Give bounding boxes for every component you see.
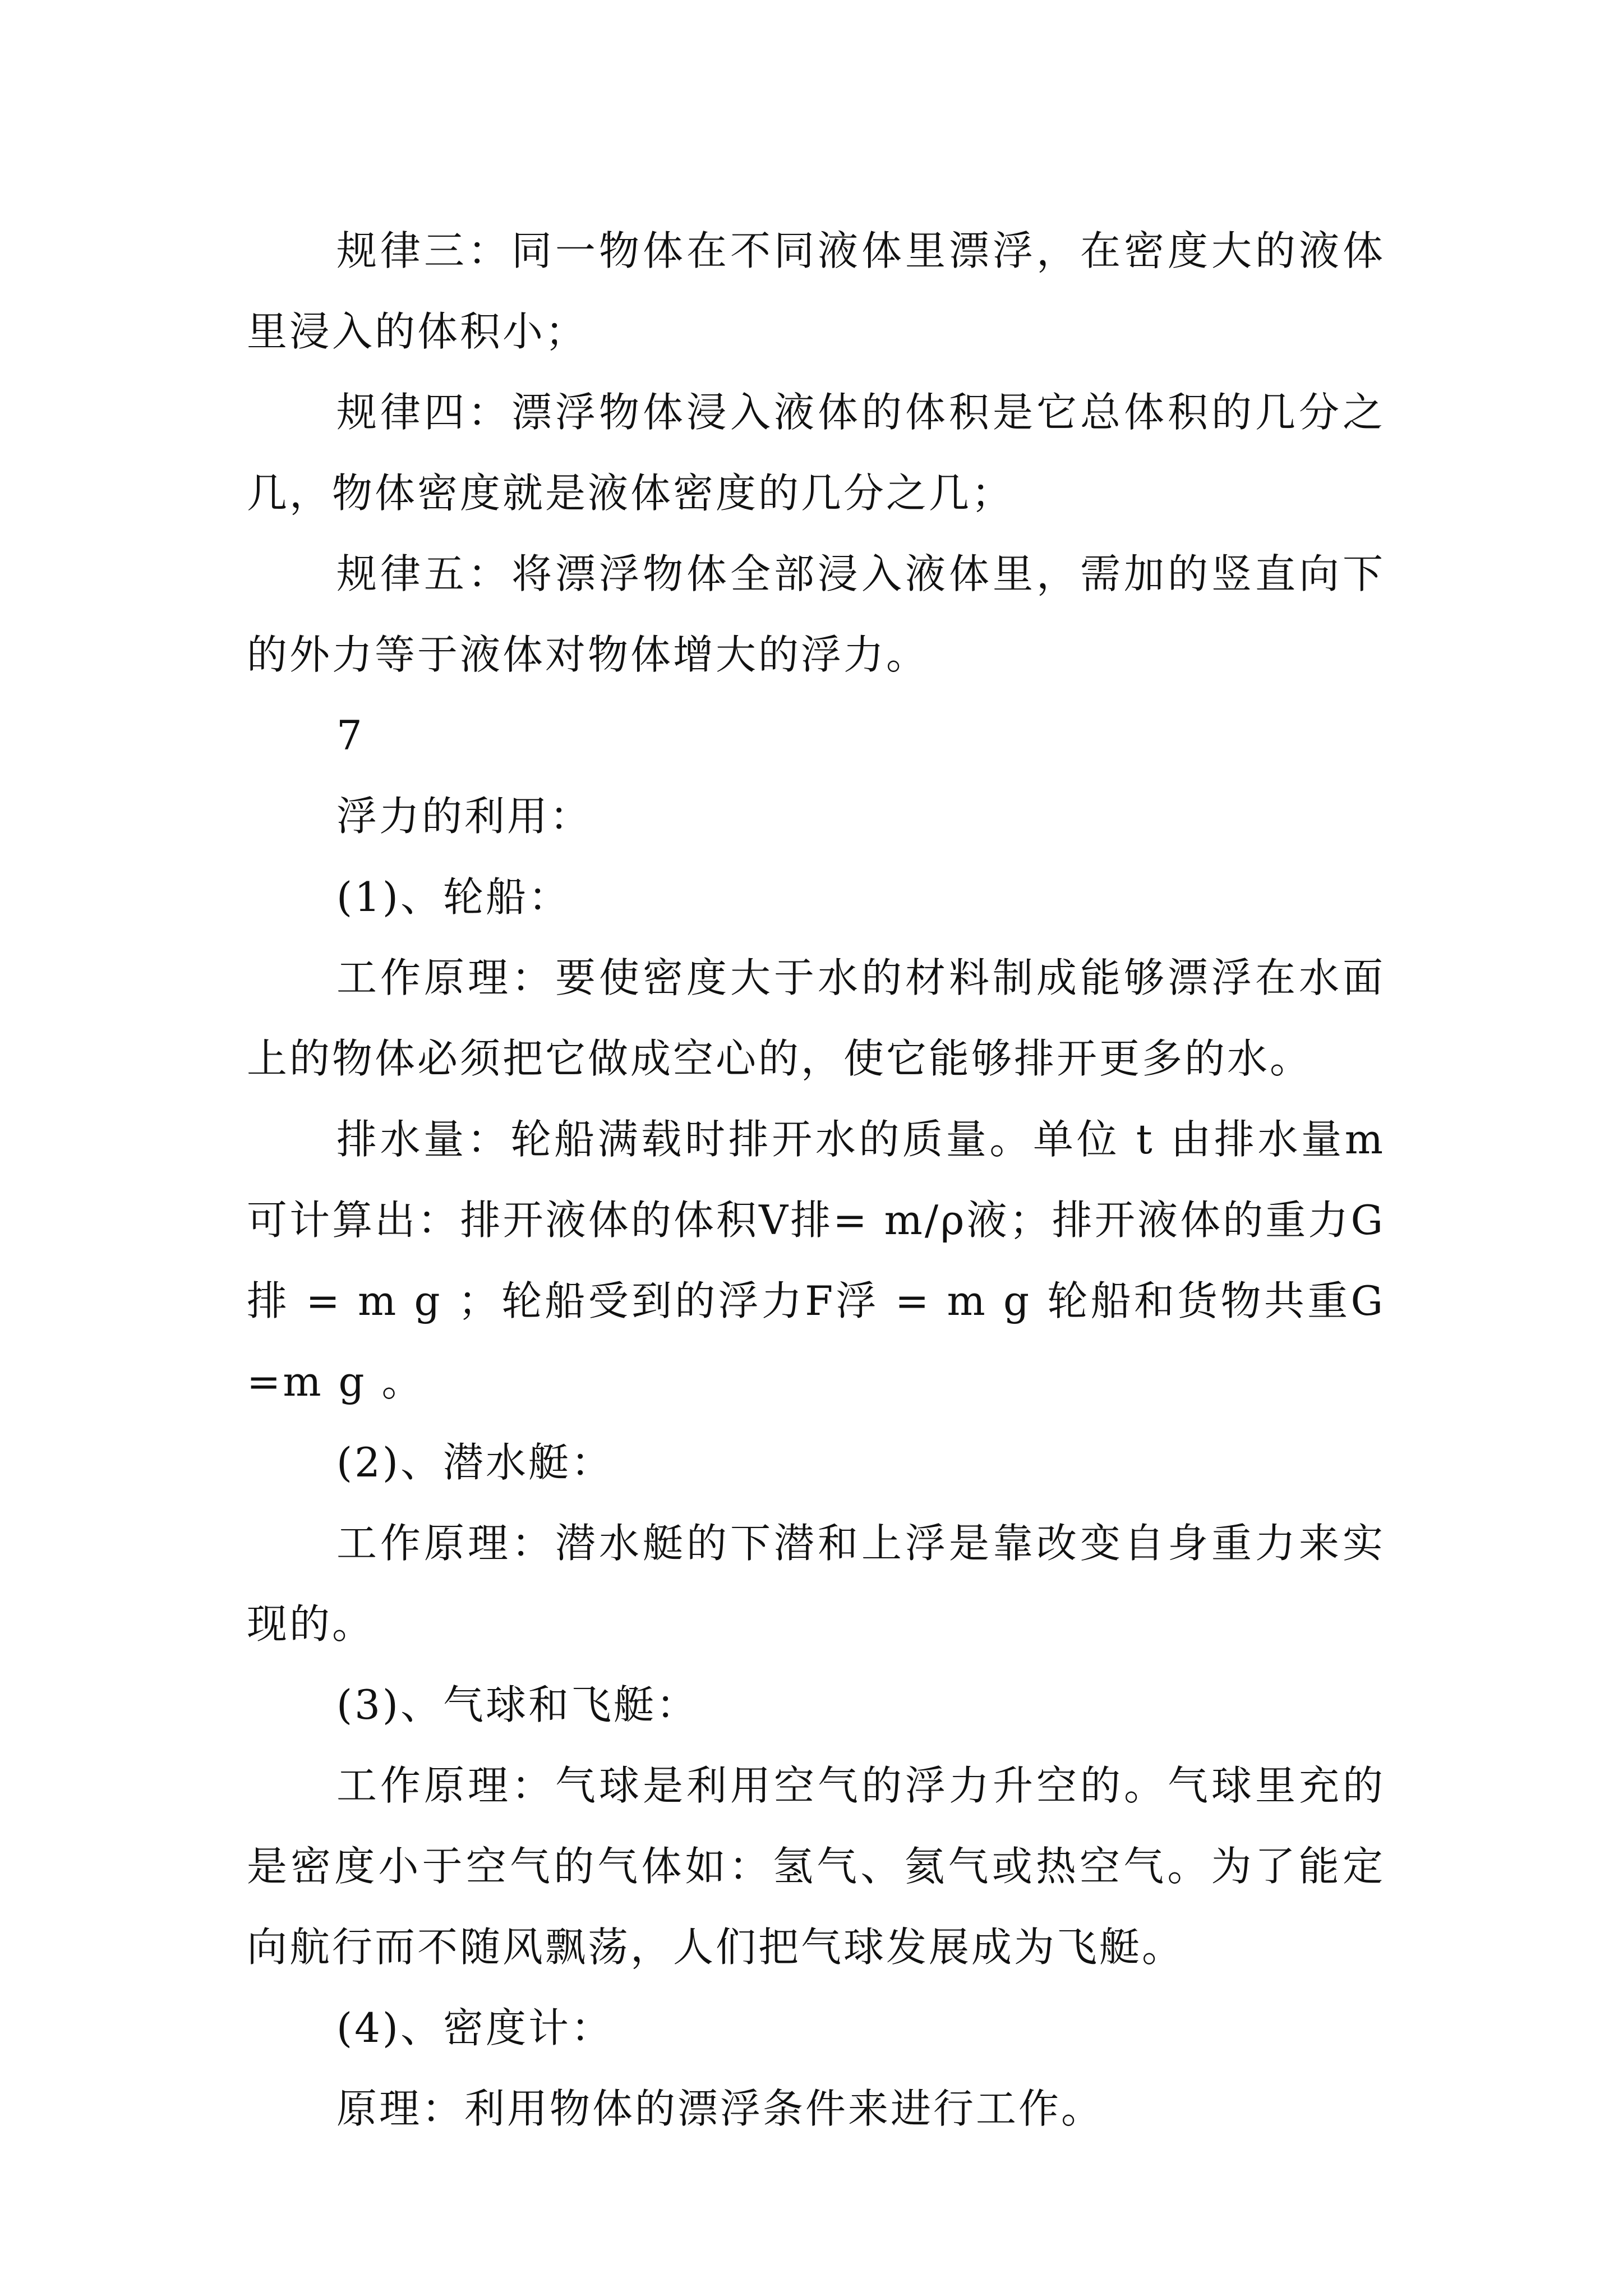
paragraph-rule-5: 规律五：将漂浮物体全部浸入液体里，需加的竖直向下的外力等于液体对物体增大的浮力。 bbox=[247, 550, 1385, 678]
subheading-balloon: (3)、气球和飞艇： bbox=[336, 1681, 699, 1728]
section-number: 7 bbox=[336, 712, 365, 759]
paragraph-rule-4: 规律四：漂浮物体浸入液体的体积是它总体积的几分之几，物体密度就是液体密度的几分之几； bbox=[247, 389, 1385, 517]
subheading-hydrometer: (4)、密度计： bbox=[336, 2004, 614, 2051]
paragraph-balloon-principle: 工作原理：气球是利用空气的浮力升空的。气球里充的是密度小于空气的气体如：氢气、氦气或热空气。为了能定向航行而不随风飘荡，人们把气球发展成为飞艇。 bbox=[247, 1762, 1385, 1971]
subheading-submarine: (2)、潜水艇： bbox=[336, 1439, 614, 1486]
paragraph-submarine-principle: 工作原理：潜水艇的下潜和上浮是靠改变自身重力来实现的。 bbox=[247, 1520, 1385, 1648]
paragraph-ship-principle: 工作原理：要使密度大于水的材料制成能够漂浮在水面上的物体必须把它做成空心的，使它能够排开更多的水。 bbox=[247, 954, 1385, 1082]
paragraph-rule-3: 规律三：同一物体在不同液体里漂浮，在密度大的液体里浸入的体积小； bbox=[247, 227, 1385, 355]
paragraph-hydrometer-principle: 原理：利用物体的漂浮条件来进行工作。 bbox=[336, 2085, 1104, 2132]
paragraph-displacement: 排水量：轮船满载时排开水的质量。单位 t 由排水量m 可计算出：排开液体的体积V排= m/ρ液；排开液体的重力G排 = m g ；轮船受到的浮力F浮 = m g 轮船和货物共重G=m g 。 bbox=[247, 1116, 1385, 1405]
document-page bbox=[247, 210, 1385, 2149]
subheading-ship: (1)、轮船： bbox=[336, 873, 571, 921]
section-heading: 浮力的利用： bbox=[336, 793, 593, 840]
